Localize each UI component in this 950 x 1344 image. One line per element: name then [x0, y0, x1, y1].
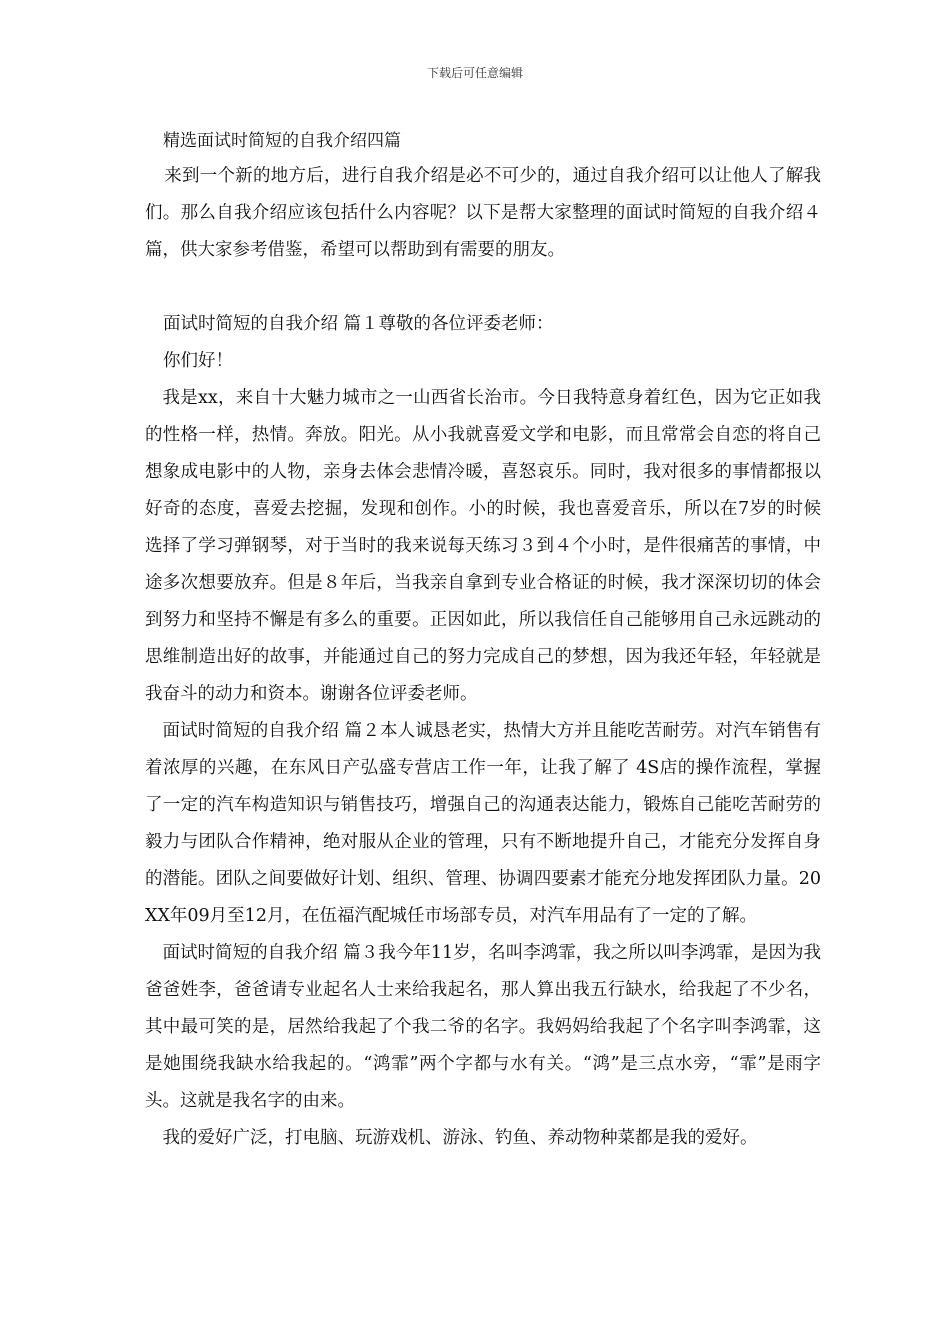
section-1-greeting: 你们好！ — [163, 351, 233, 371]
document-body — [145, 124, 821, 1157]
section-3-hobby-paragraph: 我的爱好广泛，打电脑、玩游戏机、游泳、钓鱼、养动物种菜都是我的爱好。 — [162, 1128, 758, 1148]
page-header: 下载后可任意编辑 — [426, 66, 523, 80]
blank-line — [145, 269, 821, 306]
document-title: 精选面试时简短的自我介绍四篇 — [163, 131, 401, 151]
section-3-paragraph: 面试时简短的自我介绍 篇３我今年11岁，名叫李鸿霏，我之所以叫李鸿霏，是因为我爸爸姓李，爸爸请专业起名人士来给我起名，那人算出我五行缺水，给我起了不少名，其中最可笑的是，居然给我起了个我二爷的名字。我妈妈给我起了个名字叫李鸿霏，这是她围绕我缺水给我起的。“鸿霏”两个字都与水有关。“鸿”是三点水旁，“霏”是雨字头。这就是我名字的由来。 — [145, 943, 821, 1111]
section-1-heading: 面试时简短的自我介绍 篇１尊敬的各位评委老师： — [163, 314, 554, 334]
section-2-paragraph: 面试时简短的自我介绍 篇２本人诚恳老实，热情大方并且能吃苦耐劳。对汽车销售有着浓厚的兴趣，在东风日产弘盛专营店工作一年，让我了解了 4S店的操作流程，掌握了一定的汽车构造知识与销售技巧，增强自己的沟通表达能力，锻炼自己能吃苦耐劳的毅力与团队合作精神，绝对服从企业的管理，只有不断地提升自己，才能充分发挥自身的潜能。团队之间要做好计划、组织、管理、协调四要素才能充分地发挥团队力量。20 XX年09月至12月，在伍福汽配城任市场部专员，对汽车用品有了一定的了解。 — [145, 721, 821, 926]
section-1-body: 我是xx，来自十大魅力城市之一山西省长治市。今日我特意身着红色，因为它正如我的性格一样，热情。奔放。阳光。从小我就喜爱文学和电影，而且常常会自恋的将自己想象成电影中的人物，亲身去体会悲情冷暖，喜怒哀乐。同时，我对很多的事情都报以好奇的态度，喜爱去挖掘，发现和创作。小的时候，我也喜爱音乐，所以在7岁的时候选择了学习弹钢琴，对于当时的我来说每天练习３到４个小时，是件很痛苦的事情，中途多次想要放弃。但是８年后，当我亲自拿到专业合格证的时候，我才深深切切的体会到努力和坚持不懈是有多么的重要。正因如此，所以我信任自己能够用自己永远跳动的思维制造出好的故事，并能通过自己的努力完成自己的梦想，因为我还年轻，年轻就是我奋斗的动力和资本。谢谢各位评委老师。 — [145, 388, 821, 704]
intro-paragraph: 来到一个新的地方后，进行自我介绍是必不可少的，通过自我介绍可以让他人了解我们。那么自我介绍应该包括什么内容呢？以下是帮大家整理的面试时简短的自我介绍４篇，供大家参考借鉴，希望可以帮助到有需要的朋友。 — [145, 166, 821, 260]
